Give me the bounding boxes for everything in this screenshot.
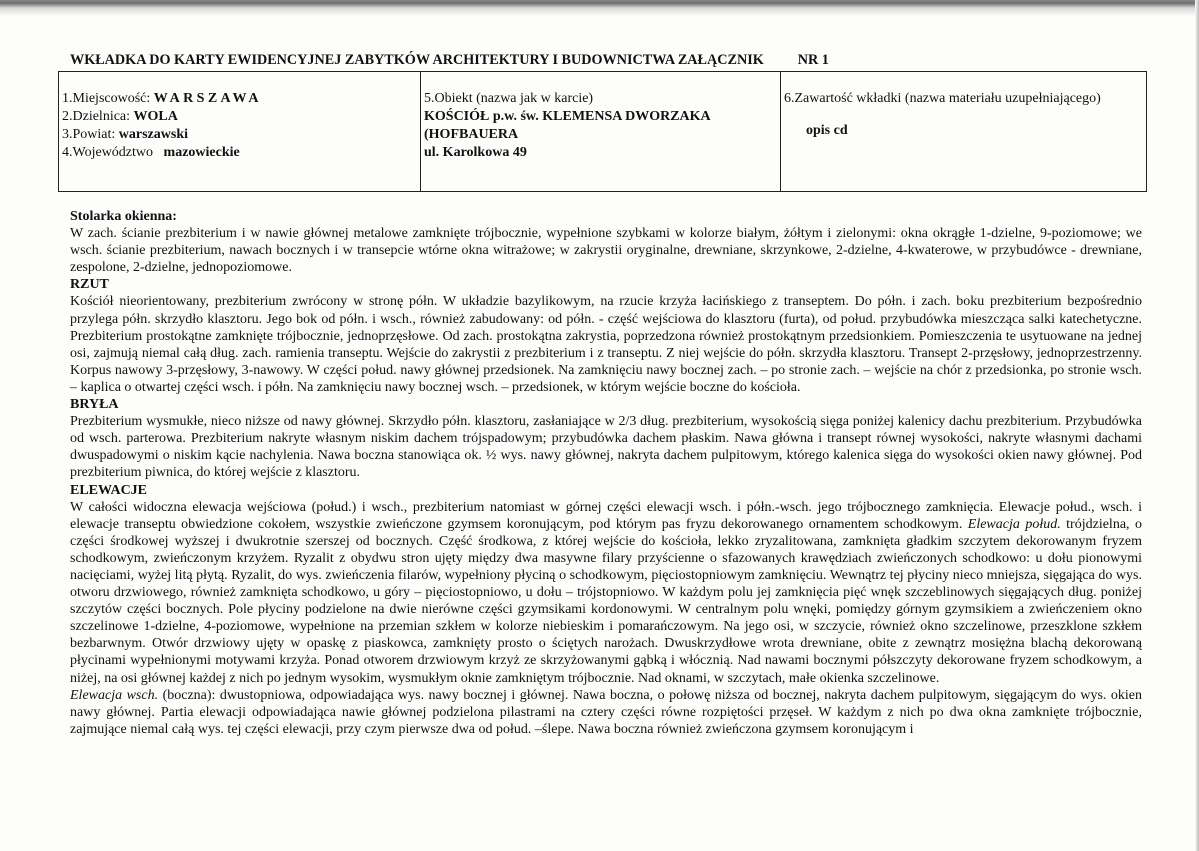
locality-row bbox=[62, 90, 418, 108]
document-header bbox=[70, 52, 1140, 69]
county-value: warszawski bbox=[118, 127, 189, 142]
contents-cell bbox=[781, 72, 1147, 192]
voivodeship-label: 4.Województwo bbox=[62, 145, 157, 160]
voivodeship-value: mazowieckie bbox=[163, 145, 240, 160]
east-elevation-text: (boczna): dwustopniowa, odpowiadająca wys. nawy bocznej i głównej. Nawa boczna, o połowę niższa od bocznej, nakryta dachem pulpitowym, sięgającym do wys. okien nawy głównej. Partia elewacji odpowiadająca nawie głównej podzielona pilastrami na cztery części równe rozpiętości przęseł. W każdym z nich po dwa okna zamknięte trójbocznie, zajmujące niemal całą wys. tej części elewacji, przy czym pierwsze dwa od połud. –ślepe. Nawa boczna również zwieńczona gzymsem koronującym i bbox=[70, 687, 1142, 737]
section-text-east-elevation bbox=[70, 687, 1142, 738]
county-row bbox=[62, 126, 418, 144]
locality-label: 1.Miejscowość: bbox=[62, 91, 154, 106]
district-label: 2.Dzielnica: bbox=[62, 109, 134, 124]
contents-label: 6.Zawartość wkładki (nazwa materiału uzupełniającego) bbox=[784, 91, 1101, 106]
document-body bbox=[70, 208, 1142, 738]
south-elevation-heading: Elewacja połud. bbox=[967, 516, 1061, 532]
section-title-windows: Stolarka okienna: bbox=[70, 209, 177, 224]
voivodeship-row bbox=[62, 144, 418, 162]
object-cell bbox=[421, 72, 781, 192]
info-table bbox=[58, 71, 1147, 192]
south-elevation-text: trójdzielna, o części środkowej wyższej i dwukrotnie szerszej od bocznych. Część środkowa, z której wejście do kościoła, lekko zryzalitowana, zamknięta gładkim szczytem dekorowanym fryzem schodkowym, zwieńczonym krzyżem. Ryzalit z obydwu stron ujęty między dwa masywne filary przyścienne o sfazowanych krawędziach zwieńczonych schodkowo: u dołu pionowymi nacięciami, wyżej litą płytą. Ryzalit, do wys. zwieńczenia filarów, wypełniony płyciną o schodkowym, pięciostopniowym zamknięciu. Wewnątrz tej płyciny nieco mniejsza, sięgająca do wys. otworu drzwiowego, również zamknięta schodkowo, u góry – pięciostopniowo, u dołu – trójstopniowo. W każdym polu jej zamknięcia pięć wnęk szczeblinowych sięgających dług. poniżej szczytów części bocznych. Pole płyciny podzielone na dwie nierówne części gzymsikami kordonowymi. W centralnym polu wnęki, pomiędzy górnym gzymsikiem a zwieńczeniem okno szczelinowe 1-dzielne, 4-poziomowe, wypełnione na przemian szkłem w kolorze niebieskim i pomarańczowym. Na jego osi, w szczycie, również okno szczelinowe, przeszklone szkłem bezbarwnym. Otwór drzwiowy ujęty w opaskę z piaskowca, zamknięty prosto o ściętych narożach. Dwuskrzydłowe wrota drewniane, obite z zewnątrz mosiężna blachą dekorowaną płycinami wypełnionymi motywami krzyża. Ponad otworem drzwiowym krzyż ze skrzyżowanymi gąbką i włócznią. Nad nawami bocznymi półszczyty dekorowane fryzem schodkowym, a niżej, na osi głównej każdej z nich po jednym wysokim, wysmukłym oknie zamkniętym trójbocznie. Nad oknami, w szczytach, małe okienka szczelinowe. bbox=[70, 516, 1142, 686]
object-name: KOŚCIÓŁ p.w. św. KLEMENSA DWORZAKA (HOFBAUERA bbox=[424, 109, 710, 142]
section-text-windows: W zach. ścianie prezbiterium i w nawie głównej metalowe zamknięte trójbocznie, wypełnione szybkami w kolorze białym, żółtym i zielonymi: okna okrągłe 1-dzielne, 9-poziomowe; we wsch. ścianie prezbiterium, nawach bocznych i w transepcie wtórne okna witrażowe; w zakrystii oryginalne, drewniane, skrzynkowe, 2-dzielne, 4-kwaterowe, w przybudówce - drewniane, zespolone, 2-dzielne, jednopoziomowe. bbox=[70, 226, 1142, 276]
scan-edge-right bbox=[1195, 0, 1199, 851]
section-title-form: BRYŁA bbox=[70, 397, 119, 413]
locality-value: WARSZAWA bbox=[153, 91, 262, 106]
document-title: WKŁADKA DO KARTY EWIDENCYJNEJ ZABYTKÓW ARCHITEKTURY I BUDOWNICTWA ZAŁĄCZNIK bbox=[70, 52, 764, 68]
section-text-plan: Kościół nieorientowany, prezbiterium zwrócony w stronę półn. W układzie bazylikowym, na rzucie krzyża łacińskiego z transeptem. Do półn. i zach. boku prezbiterium bezpośrednio przylega półn. skrzydło klasztoru. Jego bok od półn. i wsch., również zabudowany: od półn. - część wejściowa do klasztoru (furta), od połud. przybudówka mieszcząca salki katechetyczne. Prezbiterium prostokątne zamknięte trójbocznie, jednoprzęsłowe. Od zach. prostokątna zakrystia, poprzedzona również prostokątnym przedsionkiem. Pomieszczenia te usytuowane na jednej osi, zajmują niemal całą dług. zach. ramienia transeptu. Wejście do zakrystii z prezbiterium i z transeptu. Z niej wejście do półn. skrzydła klasztoru. Transept 2-przęsłowy, jednoprzestrzenny. Korpus nawowy 3-przęsłowy, 3-nawowy. W części połud. nawy głównej przedsionek. Na zamknięciu nawy bocznej zach. – po stronie zach. – wejście na chór z przedsionka, po stronie wsch. – kaplica o otwartej części wsch. i półn. Na zamknięciu nawy bocznej wsch. – przedsionek, w którym wejście boczne do kościoła. bbox=[70, 294, 1142, 395]
east-elevation-heading: Elewacja wsch. bbox=[70, 687, 159, 703]
contents-value: opis cd bbox=[806, 123, 848, 138]
district-row bbox=[62, 108, 418, 126]
scan-edge-top bbox=[0, 0, 1199, 16]
location-cell bbox=[59, 72, 421, 192]
object-address: ul. Karolkowa 49 bbox=[424, 145, 527, 160]
attachment-number: NR 1 bbox=[797, 52, 829, 68]
section-title-elevations: ELEWACJE bbox=[70, 482, 148, 498]
section-title-plan: RZUT bbox=[70, 277, 109, 293]
elevations-intro: W całości widoczna elewacja wejściowa (połud.) i wsch., prezbiterium natomiast w górnej części elewacji wsch. i półn.-wsch. jego trójbocznego zamknięcia. Elewacje połud., wsch. i elewacje transeptu obwiedzione cokołem, wszystkie zwieńczone gzymsem koronującym, pod którym pas fryzu dekorowanego ornamentem schodkowym. bbox=[70, 499, 1142, 532]
district-value: WOLA bbox=[133, 109, 178, 124]
section-text-elevations bbox=[70, 499, 1142, 687]
section-text-form: Prezbiterium wysmukłe, nieco niższe od nawy głównej. Skrzydło półn. klasztoru, zasłaniające w 2/3 dług. prezbiterium, wysokością sięga poniżej kalenicy dachu prezbiterium. Przybudówka od wsch. parterowa. Prezbiterium nakryte własnym niskim dachem trójspadowym; przybudówka dachem płaskim. Nawa główna i transept równej wysokości, nakryte własnymi dachami dwuspadowymi o niskim kącie nachylenia. Nawa boczna stanowiąca ok. ½ wys. nawy głównej, nakryta dachem pulpitowym, którego kalenica sięga do wysokości okien nawy głównej. Pod prezbiterium piwnica, do której wejście z klasztoru. bbox=[70, 414, 1142, 481]
object-label: 5.Obiekt (nazwa jak w karcie) bbox=[424, 91, 594, 106]
county-label: 3.Powiat: bbox=[62, 127, 119, 142]
